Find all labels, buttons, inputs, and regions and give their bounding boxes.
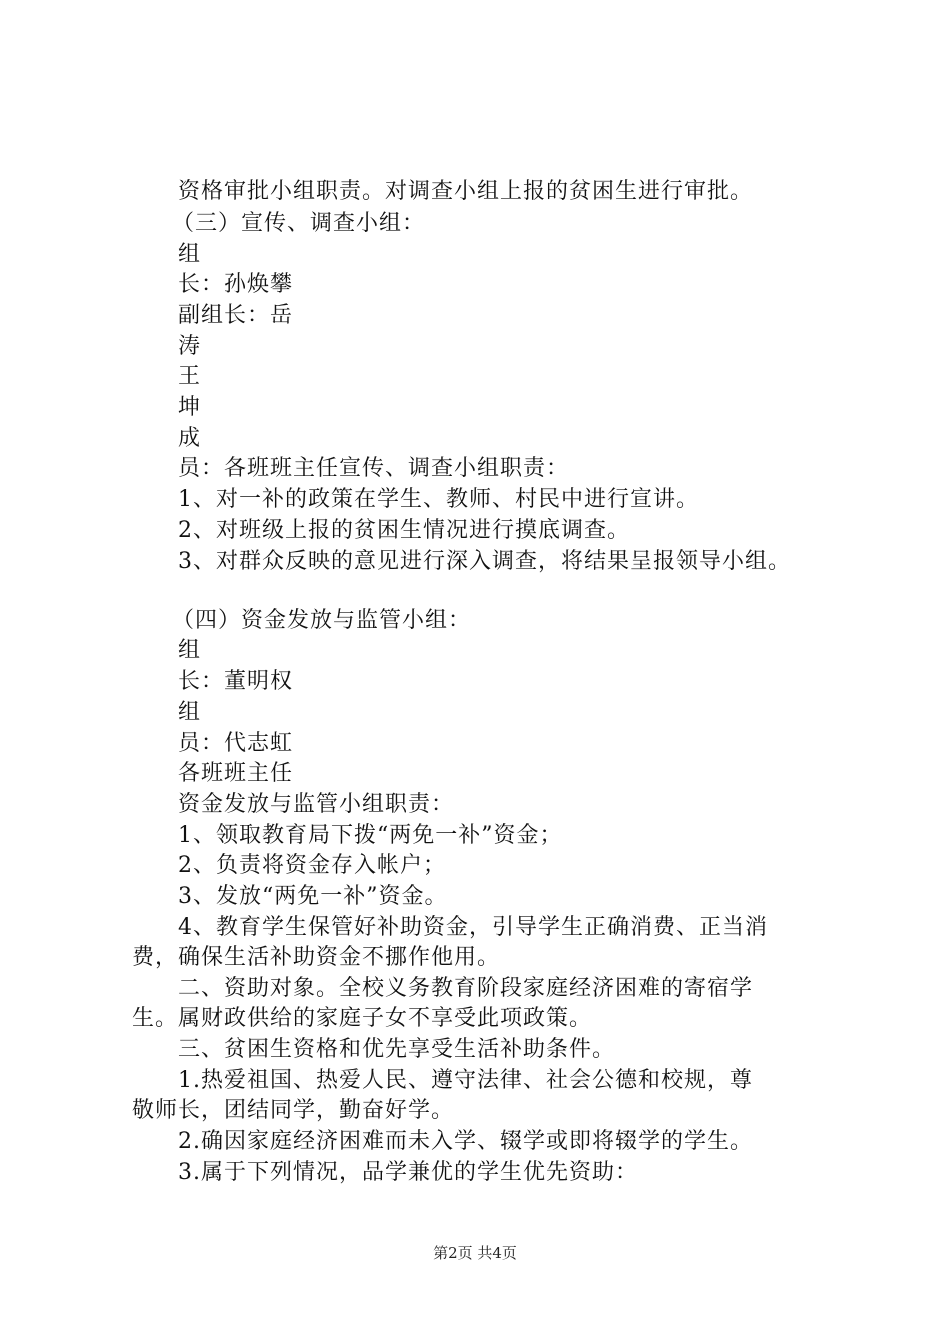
text-line: 各班班主任: [178, 761, 294, 786]
list-item: 2、对班级上报的贫困生情况进行摸底调查。: [178, 518, 630, 543]
paragraph-line: 二、资助对象。全校义务教育阶段家庭经济困难的寄宿学: [178, 976, 754, 1001]
section-heading: （四）资金发放与监管小组：: [172, 608, 472, 633]
text-line: 资格审批小组职责。对调查小组上报的贫困生进行审批。: [178, 179, 754, 204]
page-footer: 第2页 共4页: [433, 1244, 517, 1262]
text-line: 王: [178, 364, 202, 389]
list-item: 1.热爱祖国、热爱人民、遵守法律、社会公德和校规，尊: [178, 1068, 753, 1093]
list-item: 1、对一补的政策在学生、教师、村民中进行宣讲。: [178, 487, 699, 512]
text-line: 组: [178, 700, 202, 725]
list-item: 2.确因家庭经济困难而未入学、辍学或即将辍学的学生。: [178, 1129, 753, 1154]
text-line: 坤: [178, 395, 202, 420]
list-item: 1、领取教育局下拨“两免一补”资金；: [178, 823, 563, 848]
list-item-continuation: 敬师长，团结同学，勤奋好学。: [132, 1098, 455, 1123]
text-line: 组: [178, 242, 202, 267]
text-line: 成: [178, 426, 202, 451]
list-item-continuation: 费，确保生活补助资金不挪作他用。: [132, 945, 501, 970]
list-item: 2、负责将资金存入帐户；: [178, 853, 446, 878]
list-item: 3、对群众反映的意见进行深入调查，将结果呈报领导小组。: [178, 549, 791, 574]
text-line: 员：代志虹: [178, 731, 294, 756]
list-item: 4、教育学生保管好补助资金，引导学生正确消费、正当消: [178, 915, 768, 940]
list-item: 3、发放“两免一补”资金。: [178, 884, 448, 909]
text-line: 副组长：岳: [178, 303, 294, 328]
paragraph-line: 三、贫困生资格和优先享受生活补助条件。: [178, 1037, 616, 1062]
text-line: 长：孙焕攀: [178, 272, 294, 297]
text-line: 组: [178, 638, 202, 663]
section-heading: （三）宣传、调查小组：: [172, 211, 426, 236]
list-item: 3.属于下列情况，品学兼优的学生优先资助：: [178, 1160, 638, 1185]
text-line: 资金发放与监管小组职责：: [178, 792, 455, 817]
text-line: 涛: [178, 334, 202, 359]
paragraph-line: 生。属财政供给的家庭子女不享受此项政策。: [132, 1006, 593, 1031]
text-line: 长：董明权: [178, 669, 294, 694]
text-line: 员：各班班主任宣传、调查小组职责：: [178, 456, 570, 481]
